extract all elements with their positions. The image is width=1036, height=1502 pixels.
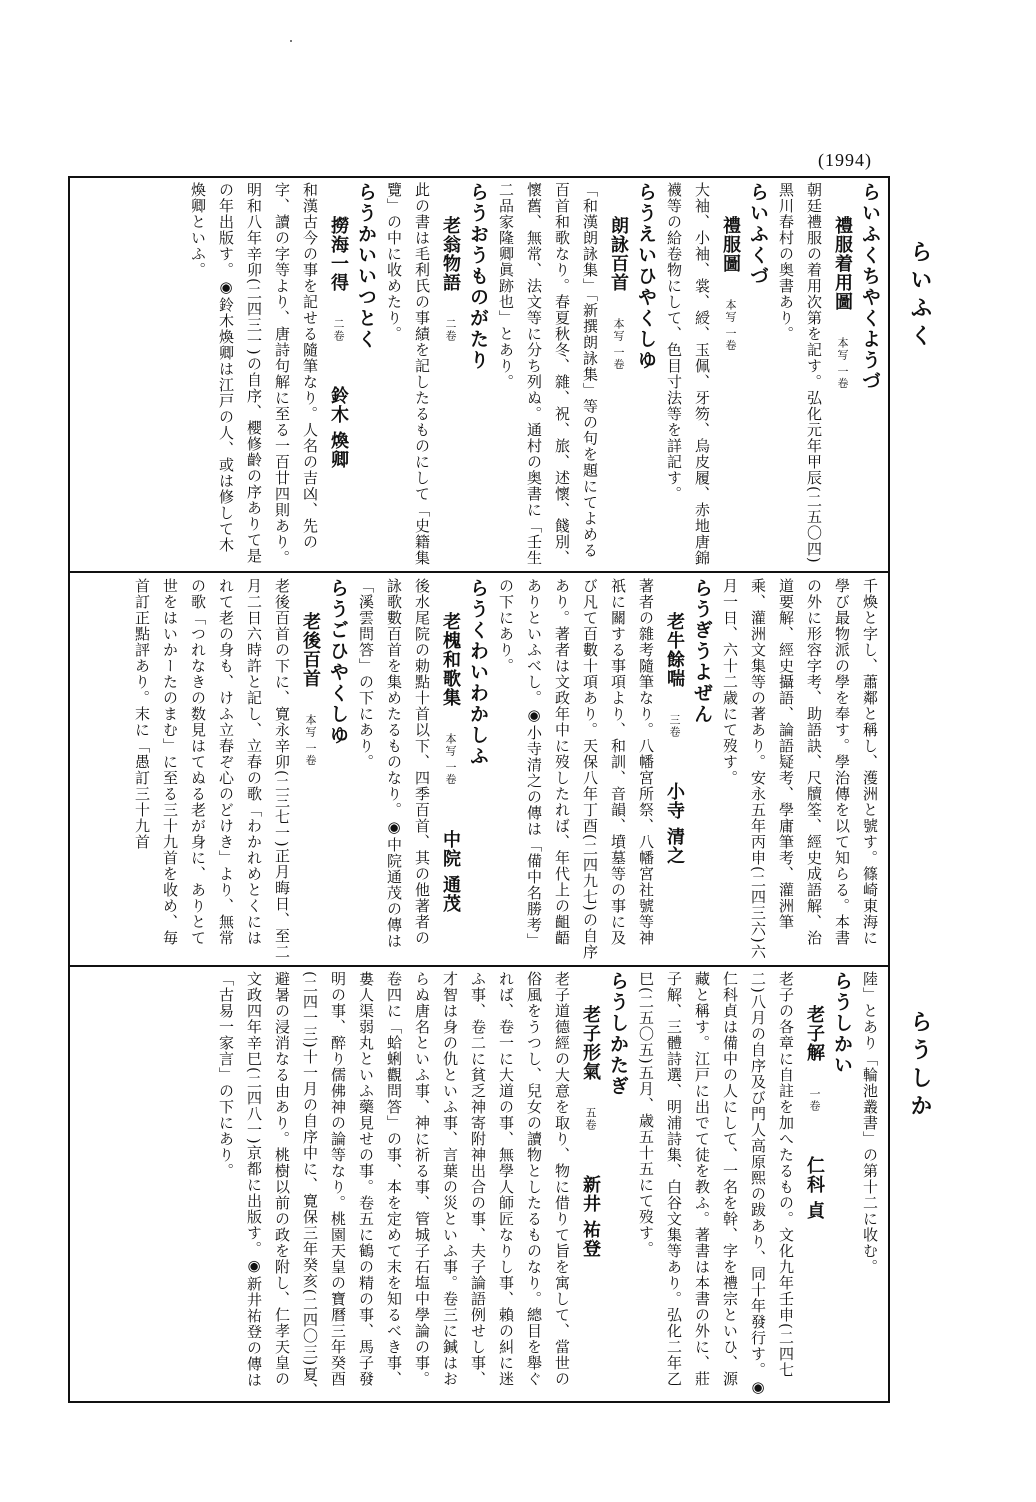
entry-volumes: 二卷	[332, 318, 345, 342]
entry-kana: らうえいひやくしゆ	[635, 182, 657, 371]
entry-author: 仁科 貞	[804, 1156, 825, 1221]
entry-volumes: 本写 一卷	[304, 714, 317, 767]
entry-body: 此の書は毛利氏の事績を記したるものにして「史籍集覽」の中に收めたり。	[385, 182, 431, 566]
entry-body: 老子道德經の大意を取り、物に借りて旨を寓して、當世の俗風をうつし、兒女の讀物としたるものなり。總目を舉ぐれば、卷一に大道の事、無學人師匠なりし事、賴の糾に迷ふ事、卷二に貧乏神寄附神出合の事、夫子論語例せし事、才智は身の仇といふ事、言葉の災といふ事。卷三に鍼はおらぬ唐名といふ事、神に祈る事、管城子石塩中學論の事。卷四に「蛤蜊觀問答」の事、本を定めて末を知るべき事、婁人渠弱丸といふ藥見せの事。卷五に鶴の精の事、馬子發明の事、醉り儒佛神の論等なり。桃園天皇の寶曆三年癸酉(二四一三)十一月の自序中に、寛保三年癸亥(二四〇三)夏、避暑の浸消なる由あり。桃樹以前の政を附し、仁孝天皇の文政四年辛巳(二四八一)京都に出版す。◉新井祐登の傳は「古易一家言」の下にあり。	[217, 971, 571, 1399]
entry-title-text: 老子形氣	[580, 1005, 601, 1081]
entry-kana: らうしかい	[831, 971, 853, 1076]
entry-body: 老子の各章に自註を加へたるもの。文化九年壬申(二四七二)八月の自序及び門人高原熙の跋あり、同十年發行す。◉仁科貞は備中の人にして、一名を幹、字を禮宗といひ、源藏と稱す。江戸に出でて徒を教ふ。著書は本書の外に、莊子解、三體詩選、明浦詩集、白谷文集等あり。弘化二年乙巳(二五〇五)五月、歳五十五にて歿す。	[637, 971, 795, 1397]
entry-title	[436, 182, 464, 566]
entry-kana: らうかいいつとく	[355, 182, 377, 350]
entry-body: 著者の雜考隨筆なり。八幡宮所祭、八幡宮社號等神祇に關する事項より、和訓、音韻、墳墓等の事に及び凡て百數十項あり。天保八年丁酉(二四九七)の自序あり。著者は文政年中に歿したれば、年代上の齟齬ありといふべし。◉小寺清之の傳は「備中名勝考」の下にあり。	[497, 578, 655, 960]
entry-title-text: 老後百首	[300, 612, 321, 688]
entry-title	[716, 182, 744, 566]
entry-title	[296, 578, 324, 960]
entry-volumes: 二卷	[444, 318, 457, 342]
entry-title	[604, 182, 632, 566]
entry-kana: らうごひやくしゆ	[327, 578, 349, 746]
entry-body: 大袖、小袖、裳、綬、玉佩、牙笏、烏皮履、赤地唐錦襪等の給卷物にして、色目寸法等を詳記す。	[665, 182, 711, 566]
entry-title	[660, 578, 688, 960]
entry-kana: らうぎうよぜん	[691, 578, 713, 725]
entry-title-text: 撈海一得	[328, 216, 349, 292]
entry-author: 中院 通茂	[440, 829, 461, 913]
entry-volumes: 本写 一卷	[444, 733, 457, 786]
entry-body: 朝廷禮服の着用次第を記す。弘化元年甲辰(二五〇四)黑川春村の奥書あり。	[777, 182, 823, 564]
entry-title-text: 老牛餘喘	[664, 612, 685, 688]
running-head-bottom: らうしか	[907, 1010, 933, 1122]
entry-title-text: 老翁物語	[440, 216, 461, 292]
entry-body-continued: 陸」とあり「輪池叢書」の第十二に收む。	[861, 971, 879, 1275]
entry-body-continued: 千煥と字し、蕭鄰と稱し、濩洲と號す。篠崎東海に學び最物派の學を奉す。學治傳を以て知らる。本書の外に形容字考、助語訣、尺牘筌、經史成語解、治道要解、經史攝語、論語疑考、學庸筆考、灌洲筆乘、灌洲文集等の著あり。安永五年丙申(二四三六)六月一日、六十二歳にて歿す。	[721, 578, 879, 960]
entry-title-text: 禮服着用圖	[832, 216, 853, 311]
entry-volumes: 本写 一卷	[724, 299, 737, 352]
panel-top	[74, 182, 884, 566]
section-divider	[70, 965, 888, 967]
entry-kana: らうしかたぎ	[607, 971, 629, 1097]
entry-body: 老後百首の下に、寛永辛卯(二三七一)正月晦日、至二月二日六時許と記し、立春の歌「わかれめとくにはれて老の身も、けふ立春ぞ心のどけき」より、無常の歌「つれなきの数見はてぬる老が身に、ありとて世をはいかーたのまむ」に至る三十九首を收め、毎首訂正點評あり。末に「愚訂三十九首	[133, 578, 291, 960]
entry-author: 鈴木 煥卿	[328, 386, 349, 470]
entry-title-text: 老槐和歌集	[440, 612, 461, 707]
entry-title	[800, 971, 828, 1399]
entry-kana: らうくわいわかしふ	[467, 578, 489, 767]
entry-body: 「和漢朗詠集」「新撰朗詠集」等の句を題にてよめる百首和歌なり。春夏秋冬、雜、祝、旅、述懷、餞別、懷舊、無常、法文等に分ち列ぬ。通村の奥書に「壬生二品家隆卿眞跡也」とあり。	[497, 182, 599, 566]
entry-title	[828, 182, 856, 566]
vertical-text-column	[184, 182, 884, 566]
entry-title-text: 禮服圖	[720, 216, 741, 273]
entry-volumes: 本写 一卷	[836, 337, 849, 390]
entry-volumes: 一卷	[808, 1088, 821, 1112]
entry-author: 小寺 清之	[664, 782, 685, 866]
entry-kana: らいふくづ	[747, 182, 769, 287]
entry-body: 後水尾院の勅點十首以下、四季百首、其の他著者の詠歌數百首を集めたるものなり。◉中院通茂の傳は「溪雲問答」の下にあり。	[357, 578, 431, 949]
entry-volumes: 三卷	[668, 714, 681, 738]
entry-title	[436, 578, 464, 960]
vertical-text-column	[128, 578, 884, 960]
running-head-top: らいふく	[907, 240, 933, 352]
vertical-text-column	[212, 971, 884, 1399]
entry-author: 新井 祐登	[580, 1175, 601, 1259]
entry-body: 和漢古今の事を記せる隨筆なり。人名の吉凶、先の字、讀の字等より、唐詩句解に至る一百廿四則あり。明和八年辛卯(二四三一)の自序、櫻修齡の序ありて是の年出版す。◉鈴木煥卿は江戸の人、或は修して木煥卿といふ。	[189, 182, 319, 566]
page-number: (1994)	[818, 150, 872, 170]
entry-volumes: 本写 一卷	[612, 318, 625, 371]
entry-title-text: 朗詠百首	[608, 216, 629, 292]
entry-kana: らうおうものがたり	[467, 182, 489, 371]
entry-title	[576, 971, 604, 1399]
entry-kana: らいふくちやくようづ	[859, 182, 881, 392]
panel-bottom	[74, 971, 884, 1399]
stray-dot	[290, 40, 292, 42]
entry-volumes: 五卷	[584, 1107, 597, 1131]
section-divider	[70, 571, 888, 573]
panel-middle	[74, 578, 884, 960]
entry-title	[324, 182, 352, 566]
entry-title-text: 老子解	[804, 1005, 825, 1062]
